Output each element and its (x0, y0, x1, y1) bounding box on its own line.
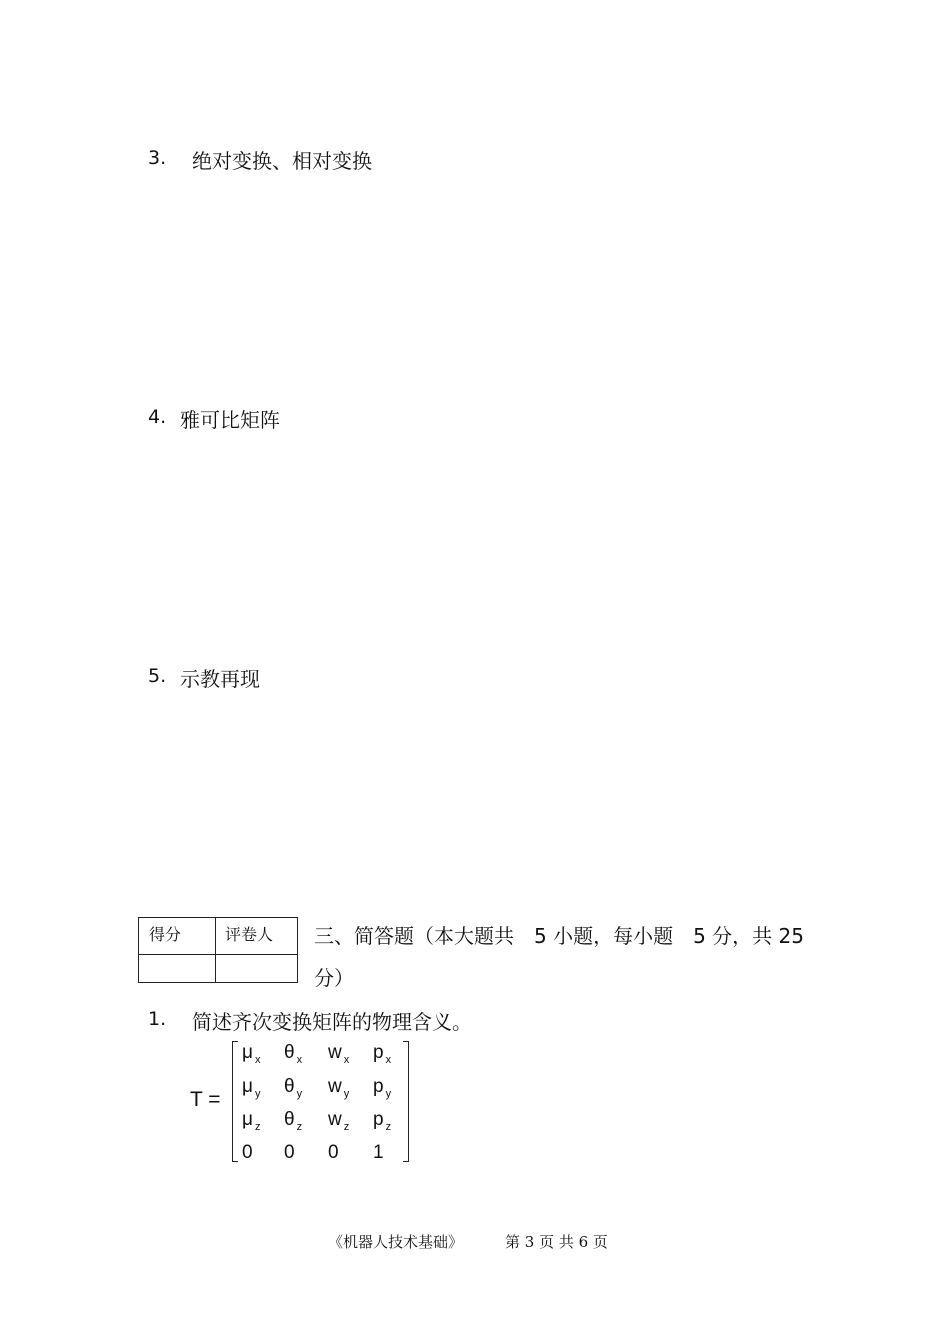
matrix-cell-subscript: x (343, 1054, 350, 1066)
question-3-text: 绝对变换、相对变换 (192, 149, 372, 173)
matrix-cell (242, 1076, 282, 1098)
section-heading-line2: 分） (314, 966, 354, 990)
matrix-cell-base: θ (284, 1076, 295, 1097)
matrix-cell (373, 1142, 413, 1164)
question-3-number: 3. (148, 147, 167, 169)
matrix-cell (373, 1042, 413, 1064)
grader-value-cell[interactable] (215, 954, 299, 984)
matrix-cell-base: w (328, 1042, 342, 1063)
matrix-cell-base: 0 (328, 1142, 339, 1163)
matrix-cell-base: p (373, 1109, 384, 1130)
matrix-cell-base: 0 (242, 1142, 253, 1163)
question-1-number: 1. (148, 1008, 167, 1030)
matrix-cell-base: p (373, 1042, 384, 1063)
matrix-cell (242, 1042, 282, 1064)
matrix-cell-subscript: y (385, 1088, 392, 1100)
matrix-cell-subscript: y (343, 1088, 350, 1100)
matrix-cell-subscript: x (385, 1054, 392, 1066)
matrix-cell (328, 1142, 368, 1164)
matrix-cell-base: w (328, 1109, 342, 1130)
matrix-cell (328, 1109, 368, 1131)
score-value-cell[interactable] (139, 954, 215, 984)
matrix-cell-subscript: z (296, 1121, 303, 1133)
matrix-cell-base: μ (242, 1109, 253, 1130)
score-header: 得分 (149, 925, 182, 944)
grader-header: 评卷人 (225, 925, 274, 944)
matrix-cell-subscript: z (343, 1121, 350, 1133)
matrix-cell-base: 1 (373, 1142, 384, 1163)
matrix-cell (242, 1109, 282, 1131)
matrix-cell (284, 1042, 324, 1064)
matrix-cell (328, 1042, 368, 1064)
matrix-cell-base: θ (284, 1042, 295, 1063)
matrix-cell-subscript: z (254, 1121, 261, 1133)
section-heading-line1: 三、简答题（本大题共 5 小题，每小题 5 分，共 25 (314, 924, 804, 948)
footer-course-title: 《机器人技术基础》 (328, 1233, 464, 1251)
score-table (138, 917, 298, 983)
matrix-cell-subscript: y (254, 1088, 261, 1100)
matrix-cell-subscript: y (296, 1088, 303, 1100)
matrix-cell-base: μ (242, 1042, 253, 1063)
matrix-cell-base: w (328, 1076, 342, 1097)
question-4-text: 雅可比矩阵 (180, 408, 280, 432)
question-4-number: 4. (148, 406, 167, 428)
matrix-cell (284, 1109, 324, 1131)
footer-page-info: 第 3 页 共 6 页 (505, 1233, 608, 1251)
matrix-cell-base: p (373, 1076, 384, 1097)
question-5-number: 5. (148, 665, 167, 687)
matrix-cell-base: μ (242, 1076, 253, 1097)
matrix-left-bracket (232, 1041, 238, 1162)
matrix-cell (373, 1076, 413, 1098)
matrix-cell-base: 0 (284, 1142, 295, 1163)
matrix-cell (284, 1142, 324, 1164)
matrix-cell-subscript: z (385, 1121, 392, 1133)
matrix-cell (373, 1109, 413, 1131)
matrix-cell (328, 1076, 368, 1098)
matrix-label: T = (190, 1088, 221, 1111)
matrix-cell (284, 1076, 324, 1098)
question-5-text: 示教再现 (180, 667, 260, 691)
matrix-cell-base: θ (284, 1109, 295, 1130)
matrix-cell-subscript: x (254, 1054, 261, 1066)
question-1-text: 简述齐次变换矩阵的物理含义。 (192, 1010, 472, 1034)
matrix-cell (242, 1142, 282, 1164)
matrix-cell-subscript: x (296, 1054, 303, 1066)
